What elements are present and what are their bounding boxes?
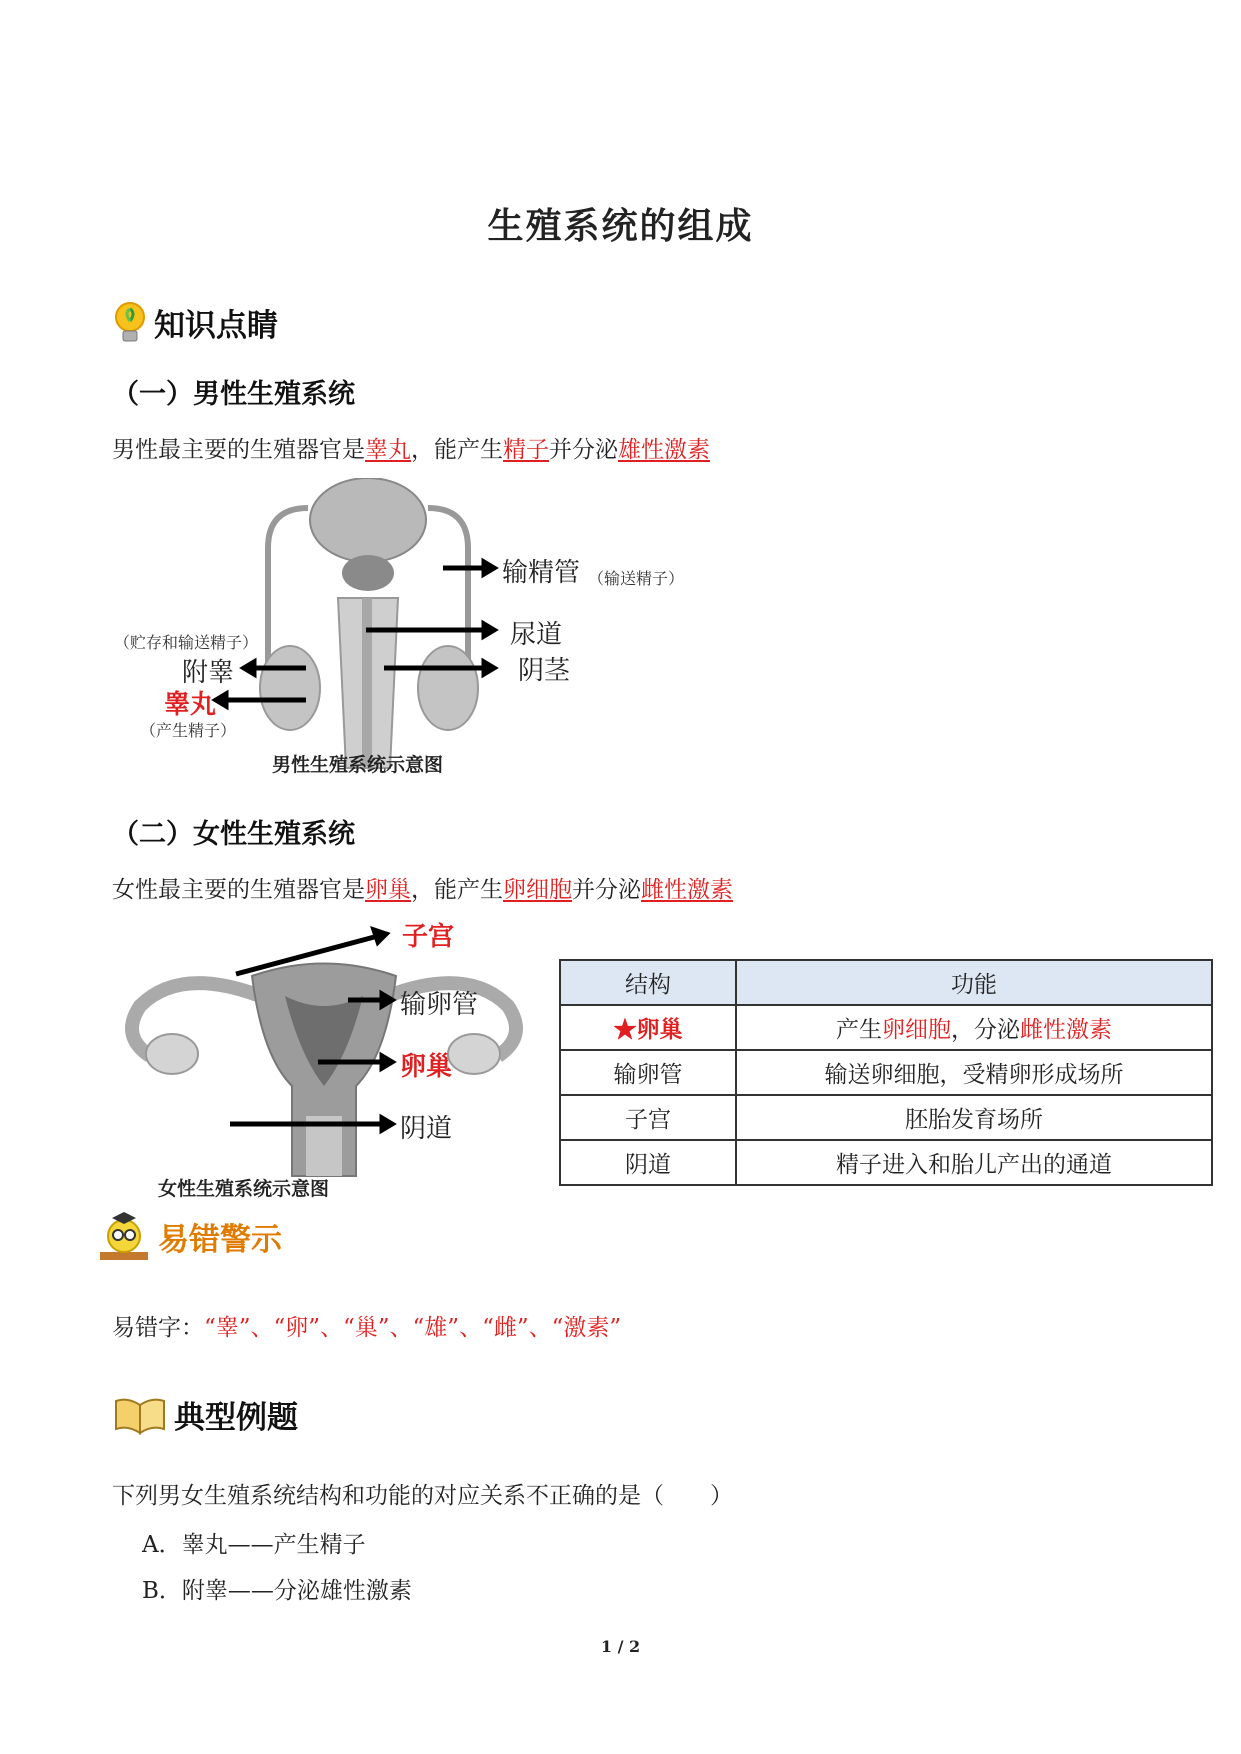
female-reproductive-diagram xyxy=(110,916,550,1206)
table-cell-structure: 输卵管 xyxy=(560,1050,736,1095)
table-cell-function: 产生卵细胞，分泌雌性激素 xyxy=(736,1005,1212,1050)
section-banner-text: 典型例题 xyxy=(174,1400,298,1436)
table-row xyxy=(560,1050,1212,1095)
label-ovary: 卵巢 xyxy=(400,1052,453,1082)
warning-line: 易错字：“睾”、“卵”、“巢”、“雄”、“雌”、“激素” xyxy=(112,1315,622,1341)
section-banner-warning xyxy=(96,1208,282,1264)
table-header-structure: 结构 xyxy=(560,960,736,1005)
female-diagram-caption: 女性生殖系统示意图 xyxy=(158,1178,330,1200)
table-cell-structure: 阴道 xyxy=(560,1140,736,1185)
keyword-testis: 睾丸 xyxy=(365,437,411,463)
label-testis: 睾丸 xyxy=(164,690,217,720)
table-cell-function: 输送卵细胞，受精卵形成场所 xyxy=(736,1050,1212,1095)
male-sentence: 男性最主要的生殖器官是睾丸，能产生精子并分泌雄性激素 xyxy=(112,437,710,463)
keyword-ovary: 卵巢 xyxy=(365,877,411,903)
section-banner-text: 易错警示 xyxy=(158,1221,282,1258)
male-heading: （一）男性生殖系统 xyxy=(112,379,355,410)
table-cell-function: 胚胎发育场所 xyxy=(736,1095,1212,1140)
label-penis: 阴茎 xyxy=(518,656,571,686)
label-fallopian-tube: 输卵管 xyxy=(400,990,479,1020)
table-row xyxy=(560,1095,1212,1140)
table-header-function: 功能 xyxy=(736,960,1212,1005)
example-question: 下列男女生殖系统结构和功能的对应关系不正确的是（ ） xyxy=(112,1483,733,1509)
option-a: A．睾丸——产生精子 xyxy=(142,1532,366,1558)
table-cell-structure: 子宫 xyxy=(560,1095,736,1140)
keyword-sperm: 精子 xyxy=(503,437,549,463)
error-prone-words: “睾”、“卵”、“巢”、“雄”、“雌”、“激素” xyxy=(204,1315,622,1341)
label-epididymis: 附睾 xyxy=(182,658,235,688)
keyword-androgen: 雄性激素 xyxy=(618,437,710,463)
label-uterus: 子宫 xyxy=(402,922,455,952)
option-b: B．附睾——分泌雄性激素 xyxy=(142,1578,412,1604)
table-cell-structure: ★卵巢 xyxy=(560,1005,736,1050)
female-sentence: 女性最主要的生殖器官是卵巢，能产生卵细胞并分泌雌性激素 xyxy=(112,877,733,903)
table-cell-function: 精子进入和胎儿产出的通道 xyxy=(736,1140,1212,1185)
section-banner-example xyxy=(112,1392,298,1437)
male-reproductive-diagram xyxy=(110,478,730,778)
note-testis: （产生精子） xyxy=(140,721,237,740)
section-banner-text: 知识点睛 xyxy=(154,308,278,344)
female-heading: （二）女性生殖系统 xyxy=(112,819,355,850)
table-row xyxy=(560,1140,1212,1185)
table-header-row xyxy=(560,960,1212,1005)
male-diagram-caption: 男性生殖系统示意图 xyxy=(272,754,444,776)
female-anatomy-illustration xyxy=(110,916,550,1206)
page-title: 生殖系统的组成 xyxy=(487,206,754,247)
note-epididymis: （贮存和输送精子） xyxy=(114,633,259,652)
table-row xyxy=(560,1005,1212,1050)
student-mascot-icon xyxy=(96,1208,152,1264)
structure-function-table xyxy=(559,959,1213,1186)
note-vas-deferens: （输送精子） xyxy=(588,569,685,588)
label-urethra: 尿道 xyxy=(510,620,563,650)
section-banner-knowledge xyxy=(112,300,278,345)
label-vas-deferens: 输精管 xyxy=(502,558,581,588)
keyword-egg-cell: 卵细胞 xyxy=(503,877,572,903)
keyword-estrogen: 雌性激素 xyxy=(641,877,733,903)
lightbulb-icon xyxy=(112,301,148,345)
open-book-icon xyxy=(112,1395,168,1435)
page-number: 1 / 2 xyxy=(600,1637,641,1656)
label-vagina: 阴道 xyxy=(400,1114,453,1144)
